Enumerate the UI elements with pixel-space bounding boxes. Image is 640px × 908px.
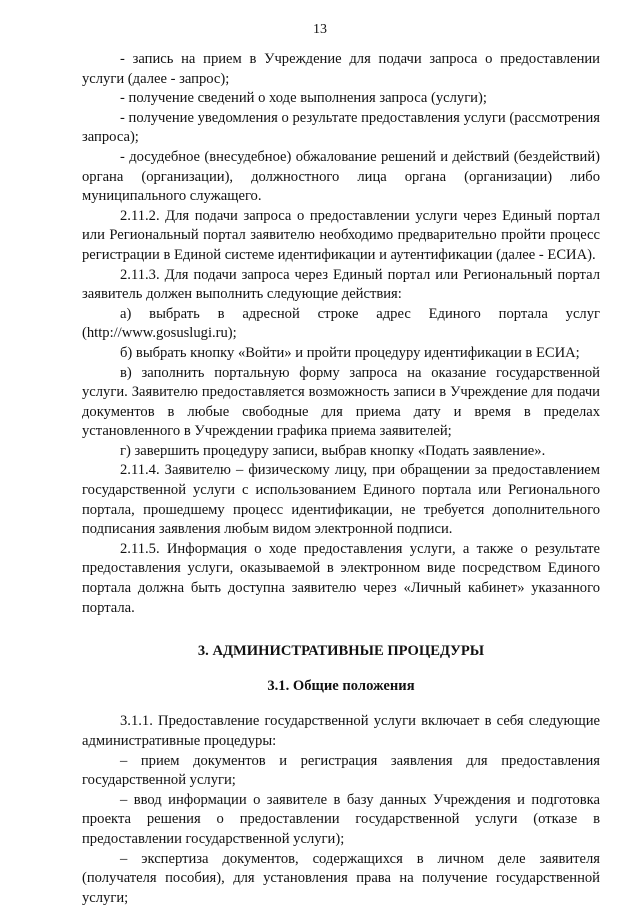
paragraph: – прием документов и регистрация заявления для предоставления государственной услуги; [82,752,600,789]
paragraph: 2.11.2. Для подачи запроса о предоставлении услуги через Единый портал или Региональный портал заявителю необходимо предварительно пройти процесс регистрации в Единой системе идентификации и аутентификации (далее - ЕСИА). [82,207,600,263]
section-heading: 3. АДМИНИСТРАТИВНЫЕ ПРОЦЕДУРЫ [197,643,485,660]
paragraph: - получение уведомления о результате предоставления услуги (рассмотрения запроса); [82,109,600,146]
paragraph: в) заполнить портальную форму запроса на оказание государственной услуги. Заявителю предоставляется возможность записи в Учреждение для подачи документов в любые свободные для приема дату и время в пределах установленного в Учреждении графика приема заявителей; [82,364,600,440]
document-body [82,50,600,908]
paragraph: - досудебное (внесудебное) обжалование решений и действий (бездействий) органа (организации), должностного лица органа (организации) либо муниципального служащего. [82,148,600,205]
paragraph: 2.11.5. Информация о ходе предоставления услуги, а также о результате предоставления услуги, оказываемой в электронном виде посредством Единого портала должна быть доступна заявителю через «Личный кабинет» указанного портала. [82,540,600,616]
paragraph: г) завершить процедуру записи, выбрав кнопку «Подать заявление». [120,442,546,459]
paragraph: 2.11.4. Заявителю – физическому лицу, при обращении за предоставлением государственной услуги с использованием Единого портала или Регионального портала, прошедшему процесс идентификации, не требуется дополнительного подписания заявления любым видом электронной подписи. [82,462,600,538]
page-number: 13 [313,22,327,37]
paragraph: а) выбрать в адресной строке адрес Единого портала услуг (http://www.gosuslugi.ru); [82,305,600,342]
paragraph: б) выбрать кнопку «Войти» и пройти процедуру идентификации в ЕСИА; [120,344,580,361]
paragraph: – экспертиза документов, содержащихся в личном деле заявителя (получателя пособия), для установления права на получение государственной услуги; [82,850,600,906]
subsection-heading: 3.1. Общие положения [267,677,415,694]
paragraph: – ввод информации о заявителе в базу данных Учреждения и подготовка проекта решения о предоставлении государственной услуги (отказе в предоставлении государственной услуги); [82,791,600,847]
paragraph: 3.1.1. Предоставление государственной услуги включает в себя следующие административные процедуры: [82,713,600,749]
paragraph: - получение сведений о ходе выполнения запроса (услуги); [120,90,487,107]
paragraph: - запись на прием в Учреждение для подачи запроса о предоставлении услуги (далее - запрос); [82,51,600,87]
paragraph: 2.11.3. Для подачи запроса через Единый портал или Региональный портал заявитель должен выполнить следующие действия: [82,266,600,303]
